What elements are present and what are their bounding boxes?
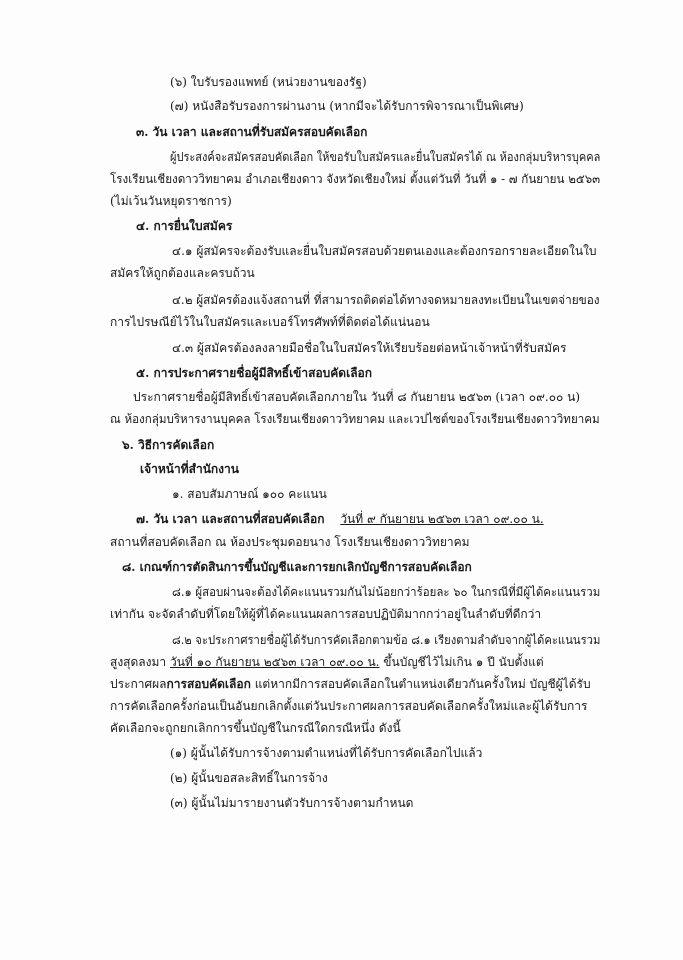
section-8-2-result-bold: การสอบคัดเลือก: [166, 677, 251, 691]
section-5-heading: ๕. การประกาศรายชื่อผู้มีสิทธิ์เข้าสอบคัดเลือก: [136, 366, 373, 380]
section-8-2-line-1: ๘.๒ จะประกาศรายชื่อผู้ได้รับการคัดเลือกตามข้อ ๘.๑ เรียงตามลำดับจากผู้ได้คะแนนรวม: [172, 633, 601, 647]
doc-item-6: (๖) ใบรับรองแพทย์ (หน่วยงานของรัฐ): [170, 75, 367, 89]
section-5-text-1: ประกาศรายชื่อผู้มีสิทธิ์เข้าสอบคัดเลือกภายใน วันที่ ๘ กันยายน ๒๕๖๓ (เวลา ๐๙.๐๐ น): [133, 390, 581, 404]
section-8-2-line-5: คัดเลือกจะถูกยกเลิกการขึ้นบัญชีในกรณีใดกรณีหนึ่ง ดังนี้: [110, 721, 401, 735]
section-3-heading: ๓. วัน เวลา และสถานที่รับสมัครสอบคัดเลือก: [136, 125, 368, 139]
section-8-2-date: วันที่ ๑๐ กันยายน ๒๕๖๓ เวลา ๐๙.๐๐ น.: [169, 655, 380, 669]
section-4-heading: ๔. การยื่นใบสมัคร: [136, 219, 233, 233]
section-4-1-line-2: สมัครให้ถูกต้องและครบถ้วน: [110, 266, 255, 280]
section-7-line: [136, 511, 544, 527]
cancel-condition-2: (๒) ผู้นั้นขอสละสิทธิ์ในการจ้าง: [170, 771, 328, 785]
section-6-subheading: เจ้าหน้าที่สำนักงาน: [140, 462, 239, 476]
section-4-2-line-2: การไปรษณีย์ไว้ในใบสมัครและเบอร์โทรศัพท์ที่ติดต่อได้แน่นอน: [110, 315, 430, 329]
section-5-text-2: ณ ห้องกลุ่มบริหารงานบุคคล โรงเรียนเชียงดาววิทยาคม และเวปไซต์ของโรงเรียนเชียงดาววิทยาคม: [110, 412, 600, 426]
section-6-item-1: ๑. สอบสัมภาษณ์ ๑๐๐ คะแนน: [172, 487, 327, 501]
section-3-text-1: ผู้ประสงค์จะสมัครสอบคัดเลือก ให้ขอรับใบสมัครและยื่นใบสมัครได้ ณ ห้องกลุ่มบริหารบุคคล: [170, 150, 601, 164]
section-8-2-line-3: [110, 676, 591, 692]
section-4-2-line-1: ๔.๒ ผู้สมัครต้องแจ้งสถานที่ ที่สามารถติดต่อได้ทางจดหมายลงทะเบียนในเขตจ่ายของ: [172, 293, 600, 307]
section-8-2-line-2: [110, 654, 544, 670]
section-8-2-result-suffix: แต่หากมีการสอบคัดเลือกในตำแหน่งเดียวกันครั้งใหม่ บัญชีผู้ได้รับ: [250, 677, 591, 691]
cancel-condition-1: (๑) ผู้นั้นได้รับการจ้างตามตำแหน่งที่ได้รับการคัดเลือกไปแล้ว: [170, 746, 483, 760]
section-4-1-line-1: ๔.๑ ผู้สมัครจะต้องรับและยื่นใบสมัครสอบด้วยตนเองและต้องกรอกรายละเอียดในใบ: [172, 244, 597, 258]
section-3-text-3: (ไม่เว้นวันหยุดราชการ): [110, 194, 232, 208]
section-8-heading: ๘. เกณฑ์การตัดสินการขึ้นบัญชีและการยกเลิกบัญชีการสอบคัดเลือก: [122, 560, 472, 574]
section-8-2-prefix: สูงสุดลงมา: [110, 655, 170, 669]
doc-item-7: (๗) หนังสือรับรองการผ่านงาน (หากมีจะได้รับการพิจารณาเป็นพิเศษ): [170, 99, 524, 113]
section-6-heading: ๖. วิธีการคัดเลือก: [122, 438, 215, 452]
section-7-date: วันที่ ๙ กันยายน ๒๕๖๓ เวลา ๐๙.๐๐ น.: [340, 512, 544, 526]
section-7-heading: ๗. วัน เวลา และสถานที่สอบคัดเลือก: [136, 512, 325, 526]
section-8-2-result-prefix: ประกาศผล: [110, 677, 167, 691]
section-8-1-line-1: ๘.๑ ผู้สอบผ่านจะต้องได้คะแนนรวมกันไม่น้อยกว่าร้อยละ ๖๐ ในกรณีที่มีผู้ได้คะแนนรวม: [172, 585, 601, 599]
section-8-2-suffix: ขึ้นบัญชีไว้ไม่เกิน ๑ ปี นับตั้งแต่: [379, 655, 544, 669]
section-3-text-2: โรงเรียนเชียงดาววิทยาคม อำเภอเชียงดาว จังหวัดเชียงใหม่ ตั้งแต่วันที่ วันที่ ๑ - ๗ กันยายน ๒๕๖๓: [110, 172, 601, 186]
section-8-1-line-2: เท่ากัน จะจัดลำดับที่โดยให้ผู้ที่ได้คะแนนผลการสอบปฏิบัติมากกว่าอยู่ในลำดับที่ดีกว่า: [110, 607, 542, 621]
section-4-3: ๔.๓ ผู้สมัครต้องลงลายมือชื่อในใบสมัครให้เรียบร้อยต่อหน้าเจ้าหน้าที่รับสมัคร: [172, 341, 567, 355]
section-8-2-line-4: การคัดเลือกครั้งก่อนเป็นอันยกเลิกตั้งแต่วันประกาศผลการสอบคัดเลือกครั้งใหม่และผู้ได้รับการ: [110, 699, 588, 713]
cancel-condition-3: (๓) ผู้นั้นไม่มารายงานตัวรับการจ้างตามกำหนด: [170, 796, 414, 810]
section-7-place: สถานที่สอบคัดเลือก ณ ห้องประชุมดอยนาง โรงเรียนเชียงดาววิทยาคม: [110, 535, 470, 549]
